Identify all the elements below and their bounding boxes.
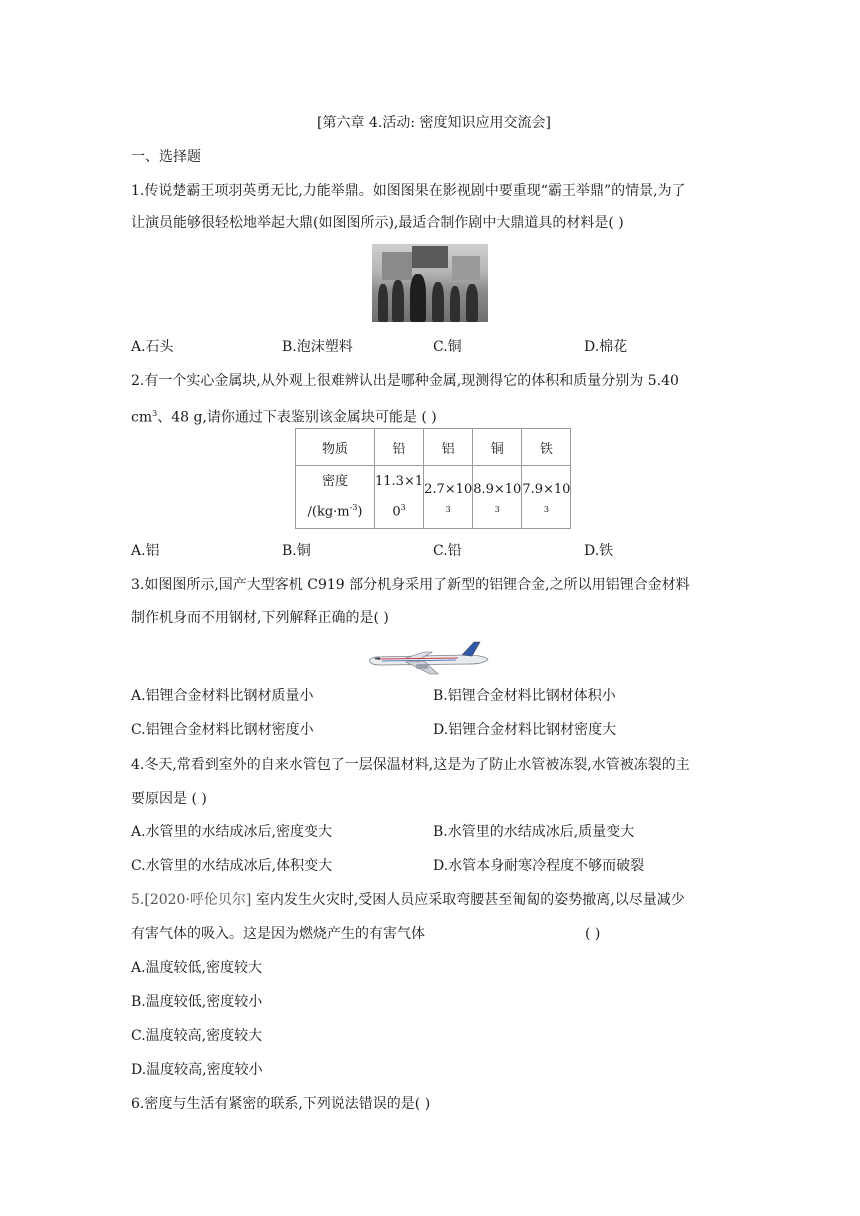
q5-answer-paren: ( ) bbox=[585, 926, 601, 942]
q5-option-c: C.温度较高,密度较大 bbox=[131, 1028, 263, 1044]
q4-line2: 要原因是 ( ) bbox=[131, 791, 207, 807]
table-header-row bbox=[296, 429, 571, 466]
section-heading: 一、选择题 bbox=[131, 149, 201, 165]
q5-line1: 5.[2020·呼伦贝尔] 室内发生火灾时,受困人员应采取弯腰甚至匍匐的姿势撤离,以尽量减少 bbox=[131, 892, 685, 908]
q2-line2: $cm^3$、48 g,请你通过下表鉴别该金属块可能是 ( ) bbox=[131, 409, 437, 426]
q3-option-d: D.铝锂合金材料比钢材密度大 bbox=[433, 722, 617, 738]
q3-option-b: B.铝锂合金材料比钢材体积小 bbox=[433, 688, 616, 704]
table-header-cell: 铅 bbox=[375, 429, 424, 466]
q5-option-d: D.温度较高,密度较小 bbox=[131, 1062, 263, 1078]
q1-option-b: B.泡沫塑料 bbox=[282, 339, 353, 355]
q2-option-c: C.铅 bbox=[433, 543, 462, 559]
q4-line1: 4.冬天,常看到室外的自来水管包了一层保温材料,这是为了防止水管被冻裂,水管被冻裂的主 bbox=[131, 757, 690, 773]
ding-lifting-photo bbox=[372, 244, 488, 322]
q3-option-c: C.铝锂合金材料比钢材密度小 bbox=[131, 722, 314, 738]
table-cell: 8.9×10 3 bbox=[473, 466, 522, 529]
q2-option-b: B.铜 bbox=[282, 543, 311, 559]
q5-option-b: B.温度较低,密度较小 bbox=[131, 994, 263, 1010]
q3-line2: 制作机身而不用钢材,下列解释正确的是( ) bbox=[131, 610, 389, 626]
q1-line1: 1.传说楚霸王项羽英勇无比,力能举鼎。如图图果在影视剧中要重现“霸王举鼎”的情景,为了 bbox=[131, 183, 686, 199]
q6-line1: 6.密度与生活有紧密的联系,下列说法错误的是( ) bbox=[131, 1096, 431, 1112]
table-header-cell: 铝 bbox=[424, 429, 473, 466]
q4-option-b: B.水管里的水结成冰后,质量变大 bbox=[433, 824, 635, 840]
q1-line2: 让演员能够很轻松地举起大鼎(如图图所示),最适合制作剧中大鼎道具的材料是( ) bbox=[131, 215, 624, 231]
q3-option-a: A.铝锂合金材料比钢材质量小 bbox=[131, 688, 314, 704]
table-cell: 2.7×10 3 bbox=[424, 466, 473, 529]
table-row bbox=[296, 466, 571, 529]
q1-option-d: D.棉花 bbox=[584, 339, 628, 355]
table-cell: 7.9×10 3 bbox=[522, 466, 571, 529]
q2-line1: 2.有一个实心金属块,从外观上很难辨认出是哪种金属,现测得它的体积和质量分别为 5.40 bbox=[131, 373, 679, 389]
q5-option-a: A.温度较低,密度较大 bbox=[131, 960, 263, 976]
c919-airplane-image bbox=[366, 640, 492, 676]
table-row-label: 密度 $/(kg\cdot m^{-3})$ bbox=[296, 466, 375, 529]
q5-source-tag: 5.[2020·呼伦贝尔] bbox=[131, 892, 252, 908]
q2-option-d: D.铁 bbox=[584, 543, 614, 559]
q1-option-c: C.铜 bbox=[433, 339, 462, 355]
q4-option-c: C.水管里的水结成冰后,体积变大 bbox=[131, 858, 333, 874]
page-title: [第六章 4.活动: 密度知识应用交流会] bbox=[317, 115, 551, 131]
q1-option-a: A.石头 bbox=[131, 339, 174, 355]
q4-option-d: D.水管本身耐寒冷程度不够而破裂 bbox=[433, 858, 645, 874]
density-table bbox=[295, 428, 571, 529]
q2-option-a: A.铝 bbox=[131, 543, 160, 559]
q5-line2: 有害气体的吸入。这是因为燃烧产生的有害气体 bbox=[131, 926, 425, 942]
table-cell: 11.3×1 $0^3$ bbox=[375, 466, 424, 529]
table-header-cell: 铜 bbox=[473, 429, 522, 466]
q3-line1: 3.如图图所示,国产大型客机 C919 部分机身采用了新型的铝锂合金,之所以用铝锂合金材料 bbox=[131, 577, 690, 593]
table-header-cell: 物质 bbox=[296, 429, 375, 466]
table-header-cell: 铁 bbox=[522, 429, 571, 466]
q4-option-a: A.水管里的水结成冰后,密度变大 bbox=[131, 824, 333, 840]
